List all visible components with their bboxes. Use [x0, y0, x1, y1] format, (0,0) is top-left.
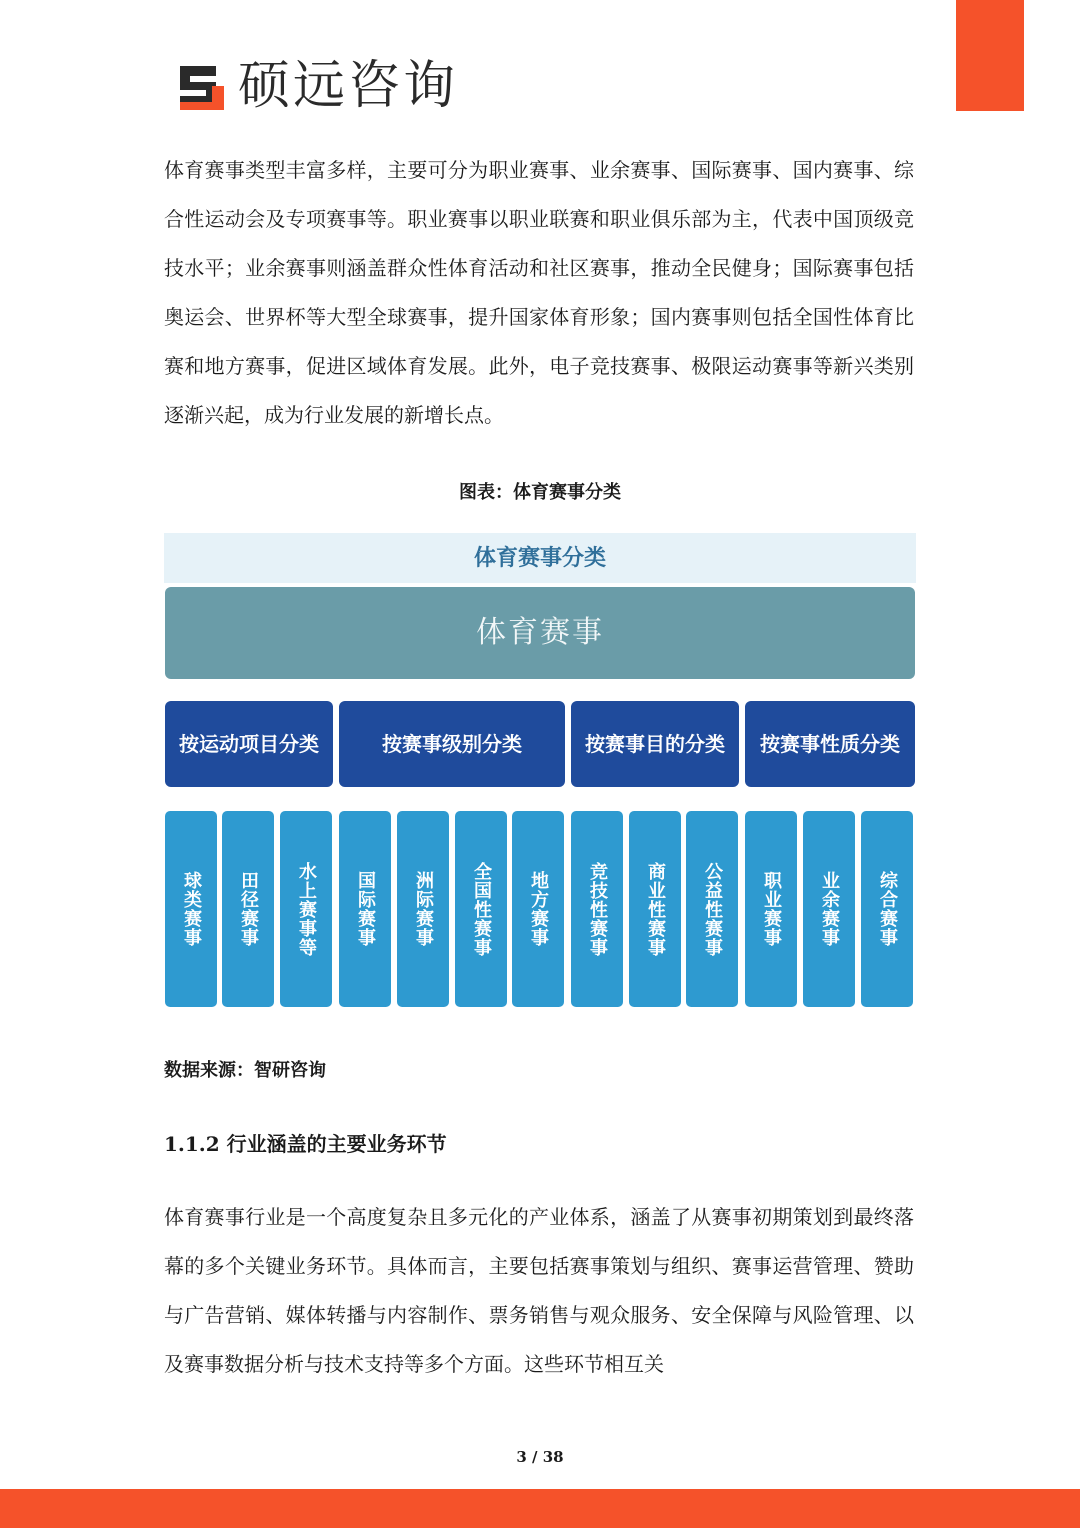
- header-accent-block: [956, 0, 1024, 111]
- body-paragraph: 体育赛事行业是一个高度复杂且多元化的产业体系，涵盖了从赛事初期策划到最终落幕的多个关键业务环节。具体而言，主要包括赛事策划与组织、赛事运营管理、赞助与广告营销、媒体转播与内容制作、票务销售与观众服务、安全保障与风险管理、以及赛事数据分析与技术支持等多个方面。这些环节相互关: [164, 1205, 914, 1376]
- leaf-node: 公益性赛事: [686, 811, 738, 1007]
- leaf-node: 综合赛事: [861, 811, 913, 1007]
- classification-diagram: [164, 533, 916, 1011]
- brand-name: 硕远咨询: [238, 56, 459, 116]
- brand-s-logo-icon: [176, 60, 228, 112]
- category-node: 按运动项目分类: [165, 701, 333, 787]
- section-heading: 1.1.2 行业涵盖的主要业务环节: [164, 1132, 447, 1156]
- page-number: 3 / 38: [516, 1448, 564, 1466]
- leaf-node: 洲际赛事: [397, 811, 449, 1007]
- category-node: 按赛事性质分类: [745, 701, 915, 787]
- leaf-node: 地方赛事: [512, 811, 564, 1007]
- data-source-note: 数据来源：智研咨询: [164, 1060, 326, 1081]
- figure-caption: 图表：体育赛事分类: [459, 482, 621, 503]
- category-node: 按赛事级别分类: [339, 701, 565, 787]
- brand-logo: [176, 58, 458, 114]
- footer-accent-bar: [0, 1489, 1080, 1528]
- leaf-node: 商业性赛事: [629, 811, 681, 1007]
- leaf-node: 国际赛事: [339, 811, 391, 1007]
- intro-paragraph: 体育赛事类型丰富多样，主要可分为职业赛事、业余赛事、国际赛事、国内赛事、综合性运动会及专项赛事等。职业赛事以职业联赛和职业俱乐部为主，代表中国顶级竞技水平；业余赛事则涵盖群众性体育活动和社区赛事，推动全民健身；国际赛事包括奥运会、世界杯等大型全球赛事，提升国家体育形象；国内赛事则包括全国性体育比赛和地方赛事，促进区域体育发展。此外，电子竞技赛事、极限运动赛事等新兴类别逐渐兴起，成为行业发展的新增长点。: [164, 158, 914, 427]
- leaf-node: 职业赛事: [745, 811, 797, 1007]
- leaf-node: 水上赛事等: [280, 811, 332, 1007]
- category-node: 按赛事目的分类: [571, 701, 739, 787]
- diagram-title: 体育赛事分类: [164, 533, 916, 583]
- leaf-node: 田径赛事: [222, 811, 274, 1007]
- leaf-node: 全国性赛事: [455, 811, 507, 1007]
- leaf-node: 球类赛事: [165, 811, 217, 1007]
- diagram-root-node: 体育赛事: [165, 587, 915, 679]
- leaf-node: 竞技性赛事: [571, 811, 623, 1007]
- leaf-node: 业余赛事: [803, 811, 855, 1007]
